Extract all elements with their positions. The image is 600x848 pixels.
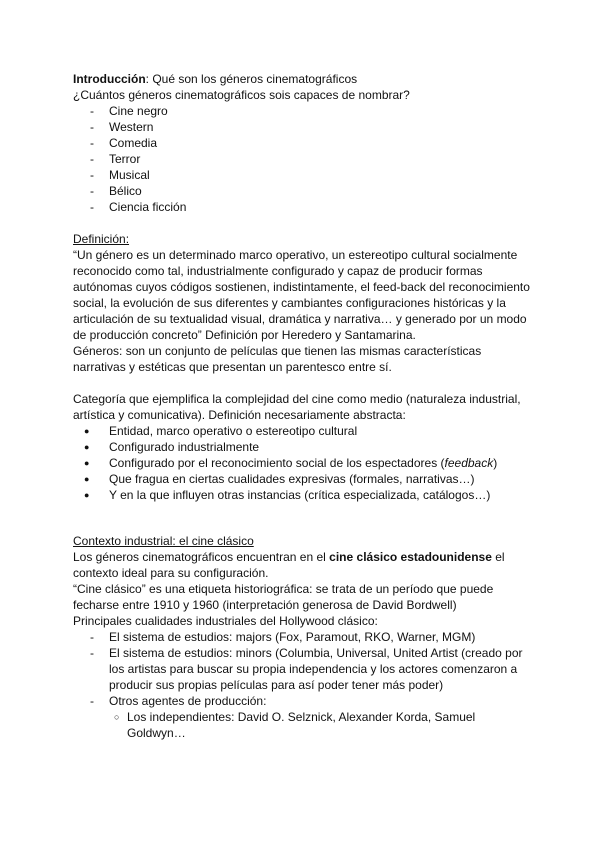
context-text: el contexto ideal para su configuración. [73,550,505,580]
intro-title-bold: Introducción [73,72,146,86]
bullet-close: ) [493,456,498,470]
category-paragraph: Categoría que ejemplifica la complejidad del cine como medio (naturaleza industrial, artística y comunicativa). Definición necesariamente abstracta: [73,392,521,422]
definition-bullets [73,423,533,503]
feedback-word: feedback [444,456,494,470]
document-body [73,71,533,741]
context-heading: Contexto industrial: el cine clásico [73,534,254,548]
definition-quote: “Un género es un determinado marco operativo, un estereotipo cultural socialmente reconocido como tal, industrialmente configurado y capaz de producir formas autónomas cuyos códigos sostienen, indistintamente, el feed-back del reconocimiento social, la evolución de sus diferentes y cambiantes configuraciones históricas y la articulación de su textualidad visual, dramática y narrativa… y generado por un modo de producción concreto” Definición por Heredero y Santamarina. [73,248,530,342]
intro-title-rest: : Qué son los géneros cinematográficos [145,72,358,86]
list-item: - Bélico [73,183,533,199]
list-item: - Western [73,119,533,135]
industry-sublist [73,709,533,741]
context-bold: cine clásico estadounidense [329,550,492,564]
genre-list [73,103,533,215]
context-paragraph-3: Principales cualidades industriales del Hollywood clásico: [73,614,378,628]
context-text: Los géneros cinematográficos encuentran en el [73,550,330,564]
bullet-text: Configurado por el reconocimiento social de los espectadores ( [109,456,445,470]
list-item: - El sistema de estudios: minors (Columbia, Universal, United Artist (creado por los artistas para buscar su propia independencia y los actores comenzaron a producir sus propias películas para así poder tener más poder) [73,645,533,693]
context-paragraph-1 [73,549,533,581]
list-item: - Musical [73,167,533,183]
list-item: ○ Los independientes: David O. Selznick, Alexander Korda, Samuel Goldwyn… [73,709,533,741]
industry-list [73,629,533,709]
genres-definition: Géneros: son un conjunto de películas que tienen las mismas características narrativas y estéticas que presentan un parentesco entre sí. [73,344,482,374]
list-item: ● Que fragua en ciertas cualidades expresivas (formales, narrativas…) [73,471,533,487]
list-item: - Cine negro [73,103,533,119]
list-item: ● Configurado industrialmente [73,439,533,455]
list-item: - Comedia [73,135,533,151]
list-item: - Ciencia ficción [73,199,533,215]
list-item: - Otros agentes de producción: [73,693,533,709]
context-paragraph-2: “Cine clásico” es una etiqueta historiográfica: se trata de un período que puede fecharse entre 1910 y 1960 (interpretación generosa de David Bordwell) [73,582,494,612]
list-item [73,455,533,471]
list-item: ● Entidad, marco operativo o estereotipo cultural [73,423,533,439]
list-item: ● Y en la que influyen otras instancias (crítica especializada, catálogos…) [73,487,533,503]
definition-heading: Definición: [73,232,130,246]
intro-title [73,71,533,87]
intro-question: ¿Cuántos géneros cinematográficos sois capaces de nombrar? [73,88,410,102]
list-item: - El sistema de estudios: majors (Fox, Paramout, RKO, Warner, MGM) [73,629,533,645]
list-item: - Terror [73,151,533,167]
